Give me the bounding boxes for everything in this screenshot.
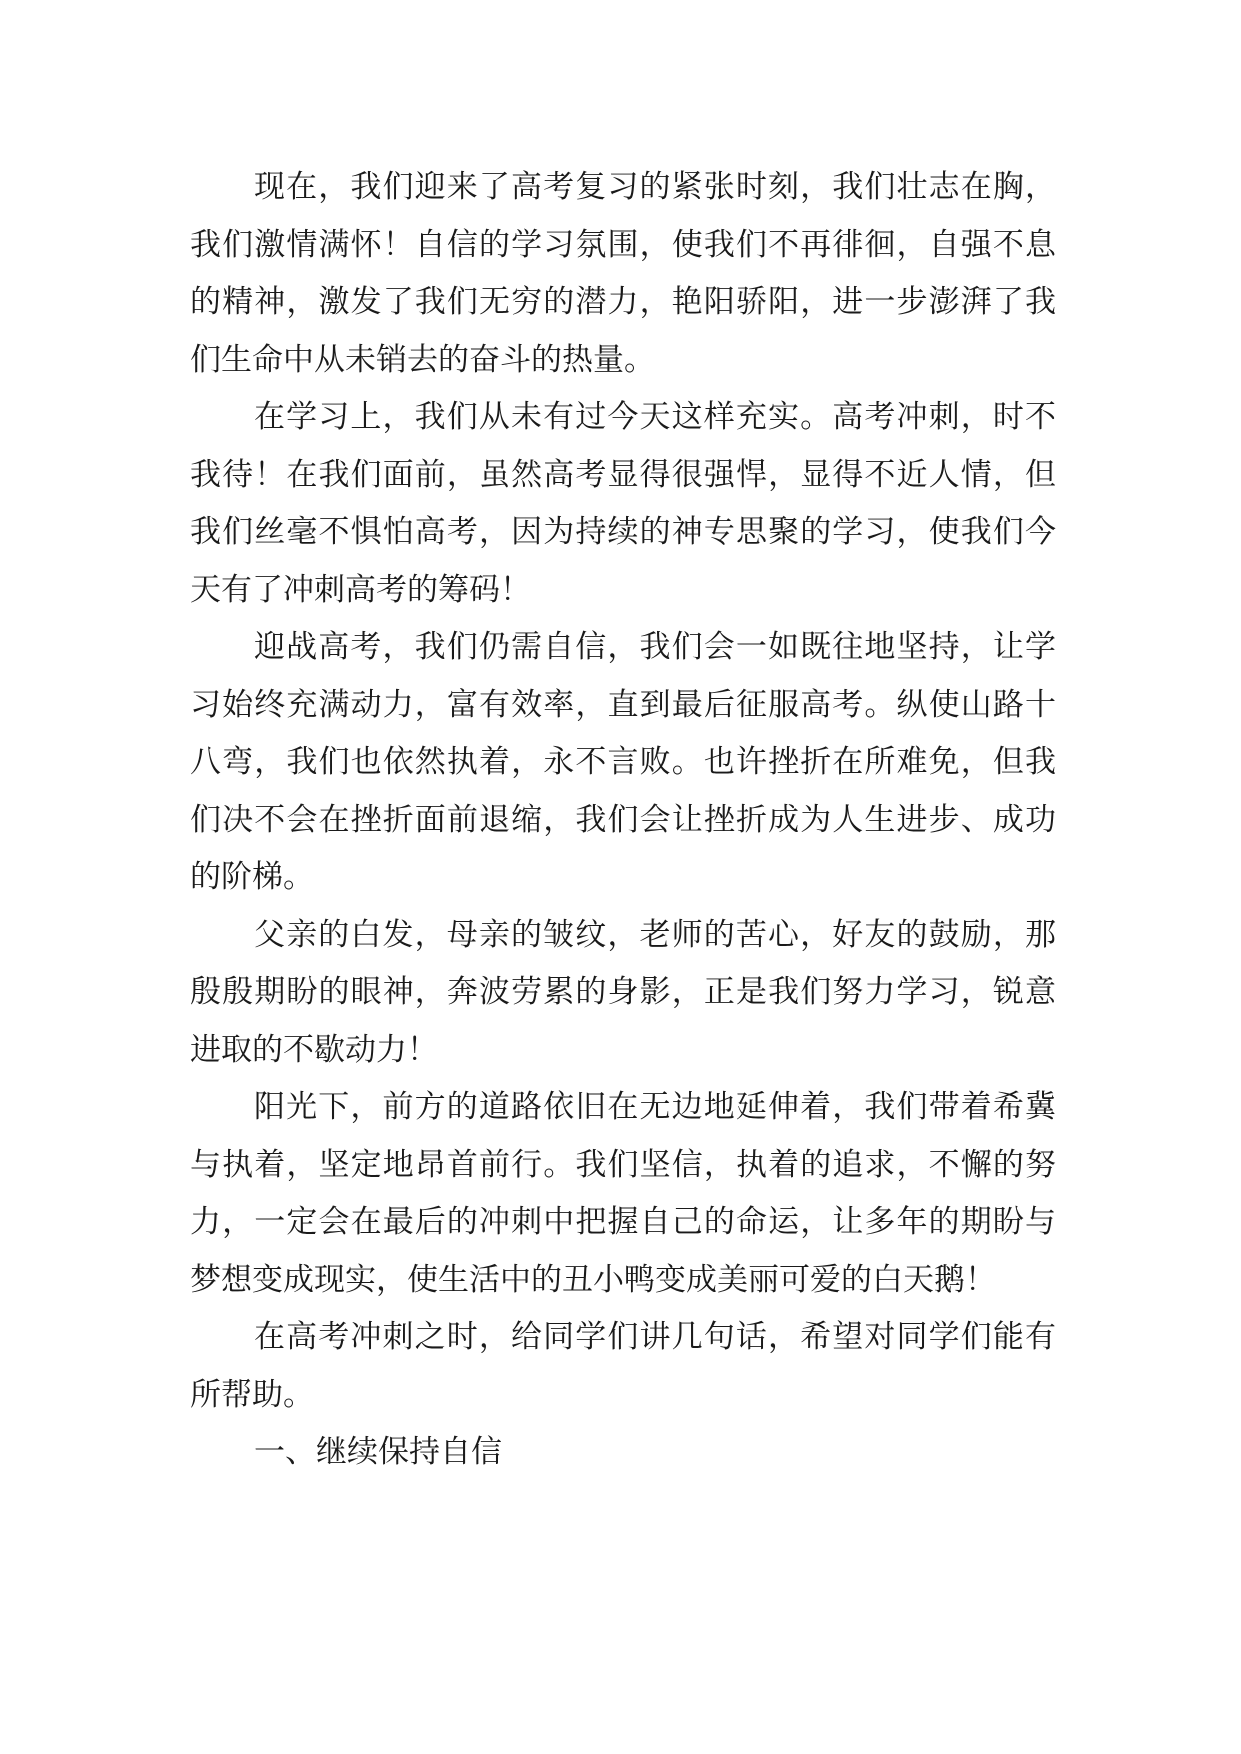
paragraph-6: 在高考冲刺之时，给同学们讲几句话，希望对同学们能有所帮助。 bbox=[190, 1319, 1056, 1413]
section-heading: 一、继续保持自信 bbox=[254, 1434, 502, 1470]
paragraph-2: 在学习上，我们从未有过今天这样充实。高考冲刺，时不我待！在我们面前，虽然高考显得很强悍，显得不近人情，但我们丝毫不惧怕高考，因为持续的神专思聚的学习，使我们今天有了冲刺高考的筹码！ bbox=[190, 399, 1056, 608]
paragraph-1: 现在，我们迎来了高考复习的紧张时刻，我们壮志在胸，我们激情满怀！自信的学习氛围，使我们不再徘徊，自强不息的精神，激发了我们无穷的潜力，艳阳骄阳，进一步澎湃了我们生命中从未销去的奋斗的热量。 bbox=[190, 169, 1056, 378]
paragraph-3: 迎战高考，我们仍需自信，我们会一如既往地坚持，让学习始终充满动力，富有效率，直到最后征服高考。纵使山路十八弯，我们也依然执着，永不言败。也许挫折在所难免，但我们决不会在挫折面前退缩，我们会让挫折成为人生进步、成功的阶梯。 bbox=[190, 629, 1056, 895]
document-page bbox=[190, 159, 1056, 1482]
paragraph-5: 阳光下，前方的道路依旧在无边地延伸着，我们带着希冀与执着，坚定地昂首前行。我们坚信，执着的追求，不懈的努力，一定会在最后的冲刺中把握自己的命运，让多年的期盼与梦想变成现实，使生活中的丑小鸭变成美丽可爱的白天鹅！ bbox=[190, 1089, 1056, 1298]
paragraph-4: 父亲的白发，母亲的皱纹，老师的苦心，好友的鼓励，那殷殷期盼的眼神，奔波劳累的身影，正是我们努力学习，锐意进取的不歇动力！ bbox=[190, 916, 1056, 1068]
